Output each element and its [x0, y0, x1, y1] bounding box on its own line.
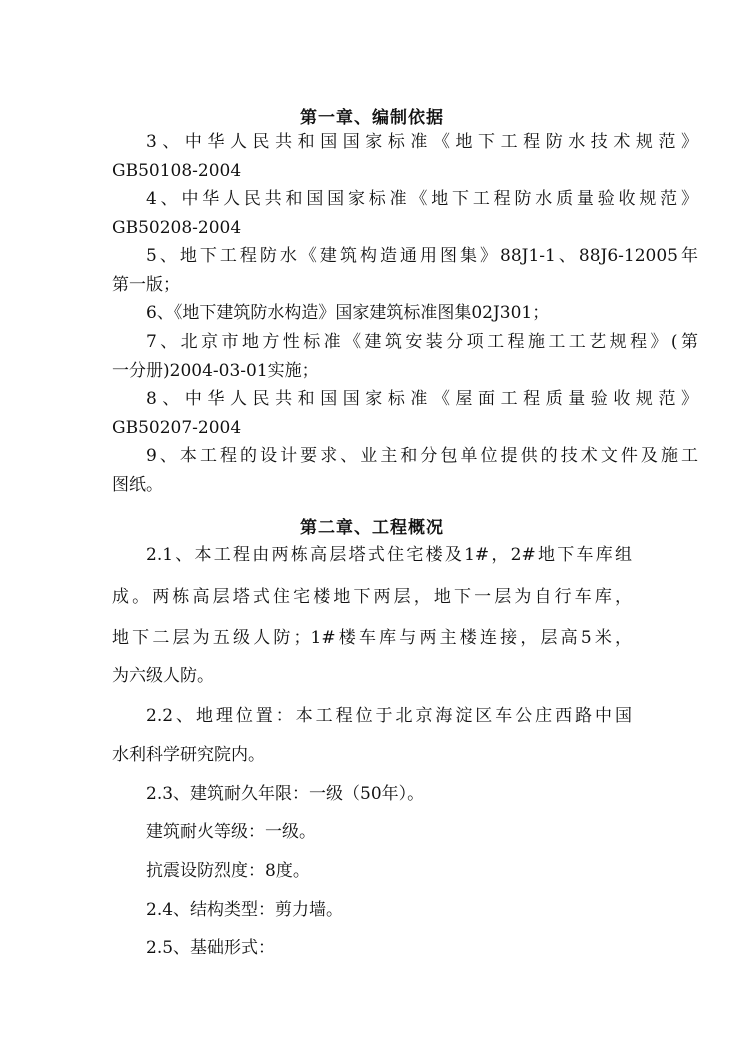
item8-line1: 8、中华人民共和国国家标准《屋面工程质量验收规范》 — [146, 389, 698, 409]
item6-line1: 6、《地下建筑防水构造》国家建筑标准图集02J301； — [146, 303, 550, 323]
item9-line1: 9、本工程的设计要求、业主和分包单位提供的技术文件及施工 — [146, 446, 698, 466]
item5-line2: 第一版； — [112, 275, 180, 295]
chapter2-title: 第二章、工程概况 — [300, 518, 444, 538]
p21-line4: 为六级人防。 — [112, 666, 214, 686]
item7-line1: 7、北京市地方性标准《建筑安装分项工程施工工艺规程》(第 — [146, 332, 698, 352]
item7-line2: 一分册)2004-03-01实施； — [112, 361, 319, 381]
p21-line2: 成。两栋高层塔式住宅楼地下两层，地下一层为自行车库， — [112, 587, 632, 607]
item4-line1: 4、中华人民共和国国家标准《地下工程防水质量验收规范》 — [146, 189, 698, 209]
item5-line1: 5、地下工程防水《建筑构造通用图集》88J1-1、88J6-12005年 — [146, 246, 698, 266]
p25-line: 2.5、基础形式： — [146, 938, 276, 958]
fire-rating-line: 建筑耐火等级：一级。 — [146, 822, 316, 842]
p22-line2: 水利科学研究院内。 — [112, 745, 265, 765]
p21-line3: 地下二层为五级人防；1#楼车库与两主楼连接，层高5米， — [112, 628, 632, 648]
item3-line2: GB50108-2004 — [112, 161, 242, 181]
item4-line2: GB50208-2004 — [112, 218, 242, 238]
item8-line2: GB50207-2004 — [112, 418, 242, 438]
chapter1-title: 第一章、编制依据 — [300, 108, 444, 128]
p22-line1: 2.2、地理位置：本工程位于北京海淀区车公庄西路中国 — [146, 706, 632, 726]
item9-line2: 图纸。 — [112, 475, 163, 495]
p23-line: 2.3、建筑耐久年限：一级（50年）。 — [146, 784, 425, 804]
item3-line1: 3、中华人民共和国国家标准《地下工程防水技术规范》 — [146, 132, 698, 152]
seismic-line: 抗震设防烈度：8度。 — [146, 861, 310, 881]
p24-line: 2.4、结构类型：剪力墙。 — [146, 900, 344, 920]
p21-line1: 2.1、本工程由两栋高层塔式住宅楼及1#，2#地下车库组 — [146, 545, 632, 565]
